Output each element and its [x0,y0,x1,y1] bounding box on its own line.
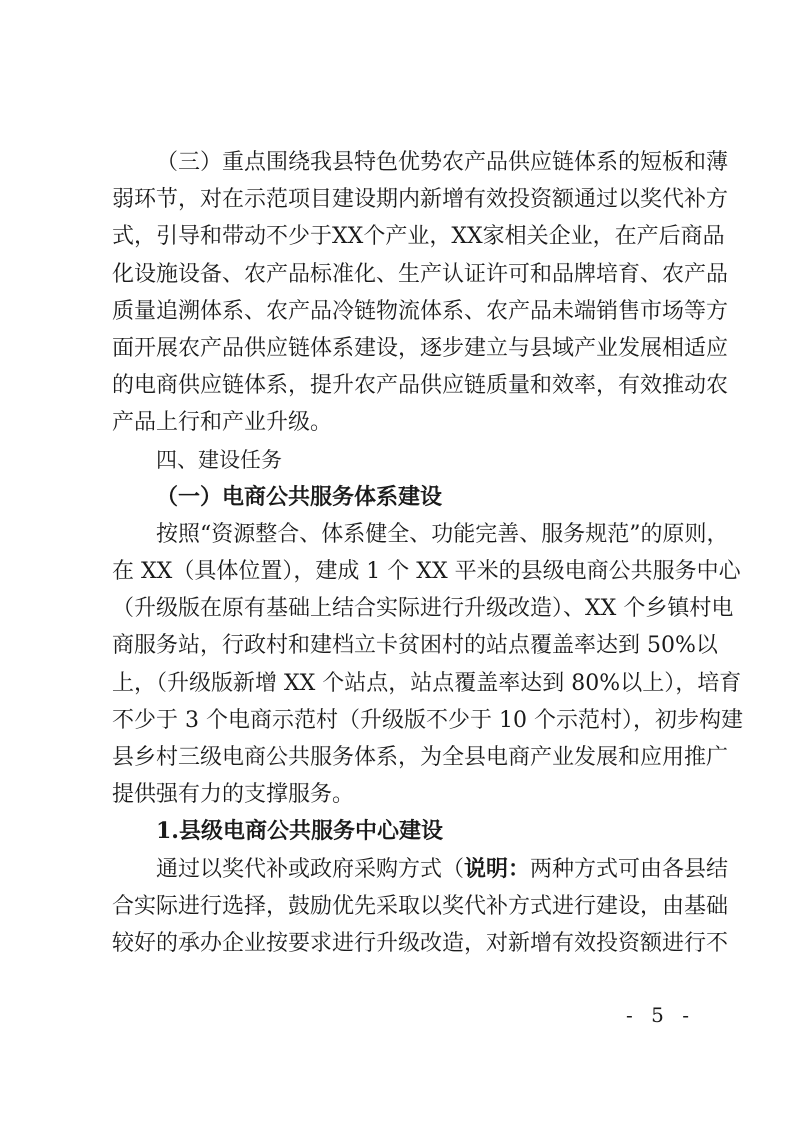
paragraph-line: 在 XX（具体位置），建成 1 个 XX 平米的县级电商公共服务中心 [112,559,741,585]
paragraph-line: 弱环节，对在示范项目建设期内新增有效投资额通过以奖代补方 [112,187,729,213]
body-text [112,144,743,962]
section-heading: 四、建设任务 [156,447,282,472]
text-run: 两种方式可由各县结 [530,856,729,882]
paragraph-line: 面开展农产品供应链体系建设，逐步建立与县域产业发展相适应 [112,335,729,361]
paragraph-line: 不少于 3 个电商示范村（升级版不少于 10 个示范村），初步构建 [112,707,743,733]
subsection-heading: （一）电商公共服务体系建设 [156,483,443,510]
paragraph-line: 的电商供应链体系，提升农产品供应链质量和效率，有效推动农 [112,373,729,399]
paragraph-line: 县乡村三级电商公共服务体系，为全县电商产业发展和应用推广 [112,745,729,770]
paragraph-line: 较好的承办企业按要求进行升级改造，对新增有效投资额进行不 [112,930,729,956]
paragraph-line: 化设施设备、农产品标准化、生产认证许可和品牌培育、农产品 [112,261,729,287]
paragraph-line: 质量追溯体系、农产品冷链物流体系、农产品未端销售市场等方 [112,298,729,324]
item-heading: 1.县级电商公共服务中心建设 [156,818,443,845]
paragraph-line: 式，引导和带动不少于XX个产业，XX家相关企业，在产后商品 [112,224,725,250]
paragraph-line: 合实际进行选择，鼓励优先采取以奖代补方式进行建设，由基础 [112,893,729,919]
paragraph-line: 按照“资源整合、体系健全、功能完善、服务规范”的原则， [156,521,729,547]
paragraph-line: 商服务站，行政村和建档立卡贫困村的站点覆盖率达到 50%以 [112,633,718,659]
paragraph-line: 上，（升级版新增 XX 个站点，站点覆盖率达到 80%以上），培育 [112,670,742,696]
text-run: 通过以奖代补或政府采购方式（ [156,856,465,882]
paragraph-line: （三）重点围绕我县特色优势农产品供应链体系的短板和薄 [156,150,729,175]
note-label: 说明： [464,855,531,882]
paragraph-line [112,851,729,888]
paragraph-line: 产品上行和产业升级。 [112,410,333,436]
paragraph-line: （升级版在原有基础上结合实际进行升级改造）、XX 个乡镇村电 [112,596,734,622]
paragraph-line: 提供强有力的支撑服务。 [112,782,355,808]
page-number: - 5 - [626,1003,695,1027]
